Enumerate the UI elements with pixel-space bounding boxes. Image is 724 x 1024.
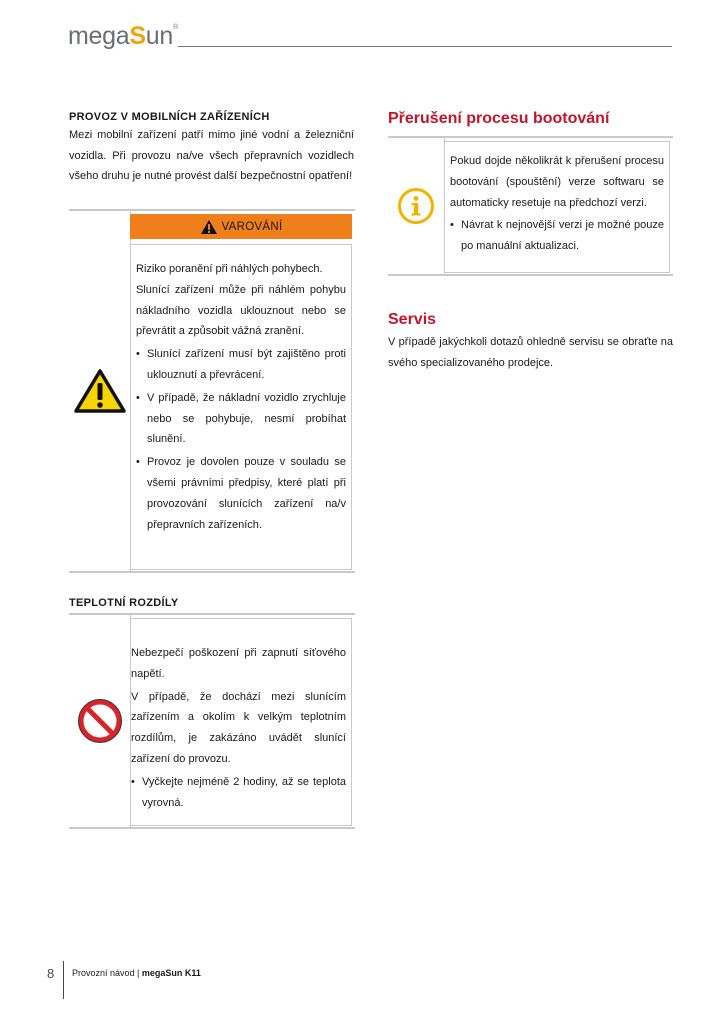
warning-small-icon	[200, 219, 218, 235]
header-rule	[178, 46, 672, 47]
info-icon-cell	[388, 138, 444, 274]
temperature-bullets	[131, 772, 346, 814]
info-icon	[396, 186, 436, 226]
warning-bullets	[136, 344, 346, 535]
boot-box	[388, 136, 673, 276]
list-item: • V případě, že nákladní vozidlo zrychluje nebo se pohybuje, nesmí probíhat slunění.	[136, 388, 346, 450]
warning-icon-cell	[69, 211, 130, 571]
warning-content	[130, 244, 352, 570]
boot-title: Přerušení procesu bootování	[388, 110, 610, 127]
list-item: • Slunící zařízení musí být zajištěno proti uklouznutí a převrácení.	[136, 344, 346, 386]
warning-triangle-icon	[73, 368, 127, 414]
warning-box	[69, 209, 355, 573]
temperature-text: V případě, že dochází mezi slunícím zařízením a okolím k velkým teplotním rozdílům, je zakázáno uvádět slunící zařízení do provozu.	[131, 690, 346, 765]
warning-label: VAROVÁNÍ	[221, 220, 283, 233]
temperature-content	[130, 618, 352, 826]
mobile-heading: PROVOZ V MOBILNÍCH ZAŘÍZENÍCH	[69, 111, 270, 123]
brand-logo: megaSun®	[68, 22, 178, 50]
boot-text: Pokud dojde několikrát k přerušení procesu bootování (spouštění) verze softwaru se automaticky resetuje na předchozí verzi.	[450, 155, 664, 209]
servis-text: V případě jakýchkoli dotazů ohledně servisu se obraťte na svého specializovaného prodejce.	[388, 336, 673, 369]
page-number: 8	[47, 966, 55, 981]
boot-bullets	[450, 215, 664, 257]
mobile-text: Mezi mobilní zařízení patří mimo jiné vodní a železniční vozidla. Při provozu na/ve všech přepravních vozidlech všeho druhu je nutné provést další bezpečnostní opatření!	[69, 129, 354, 182]
footer-label: Provozní návod | megaSun K11	[72, 968, 201, 978]
warning-banner	[130, 214, 352, 239]
prohibition-icon	[78, 699, 122, 743]
servis-title: Servis	[388, 311, 437, 328]
warning-text: Slunící zařízení může při náhlém pohybu nákladního vozidla uklouznout nebo se převrátit a způsobit vážná zranění.	[136, 283, 346, 338]
warning-title: Riziko poranění při náhlých pohybech.	[136, 263, 323, 275]
temperature-heading: TEPLOTNÍ ROZDÍLY	[69, 597, 179, 609]
list-item: • Vyčkejte nejméně 2 hodiny, až se teplota vyrovná.	[131, 772, 346, 814]
footer-rule	[63, 961, 64, 999]
list-item: • Provoz je dovolen pouze v souladu se všemi právními předpisy, které platí při provozování slunících zařízení na/v přepravních zařízeních.	[136, 452, 346, 535]
prohibition-icon-cell	[69, 615, 130, 827]
list-item: • Návrat k nejnovější verzi je možné pouze po manuální aktualizaci.	[450, 215, 664, 257]
boot-content	[444, 141, 670, 273]
temperature-title: Nebezpečí poškození při zapnutí síťového napětí.	[131, 647, 346, 680]
temperature-box	[69, 613, 355, 829]
mobile-section	[69, 111, 354, 187]
